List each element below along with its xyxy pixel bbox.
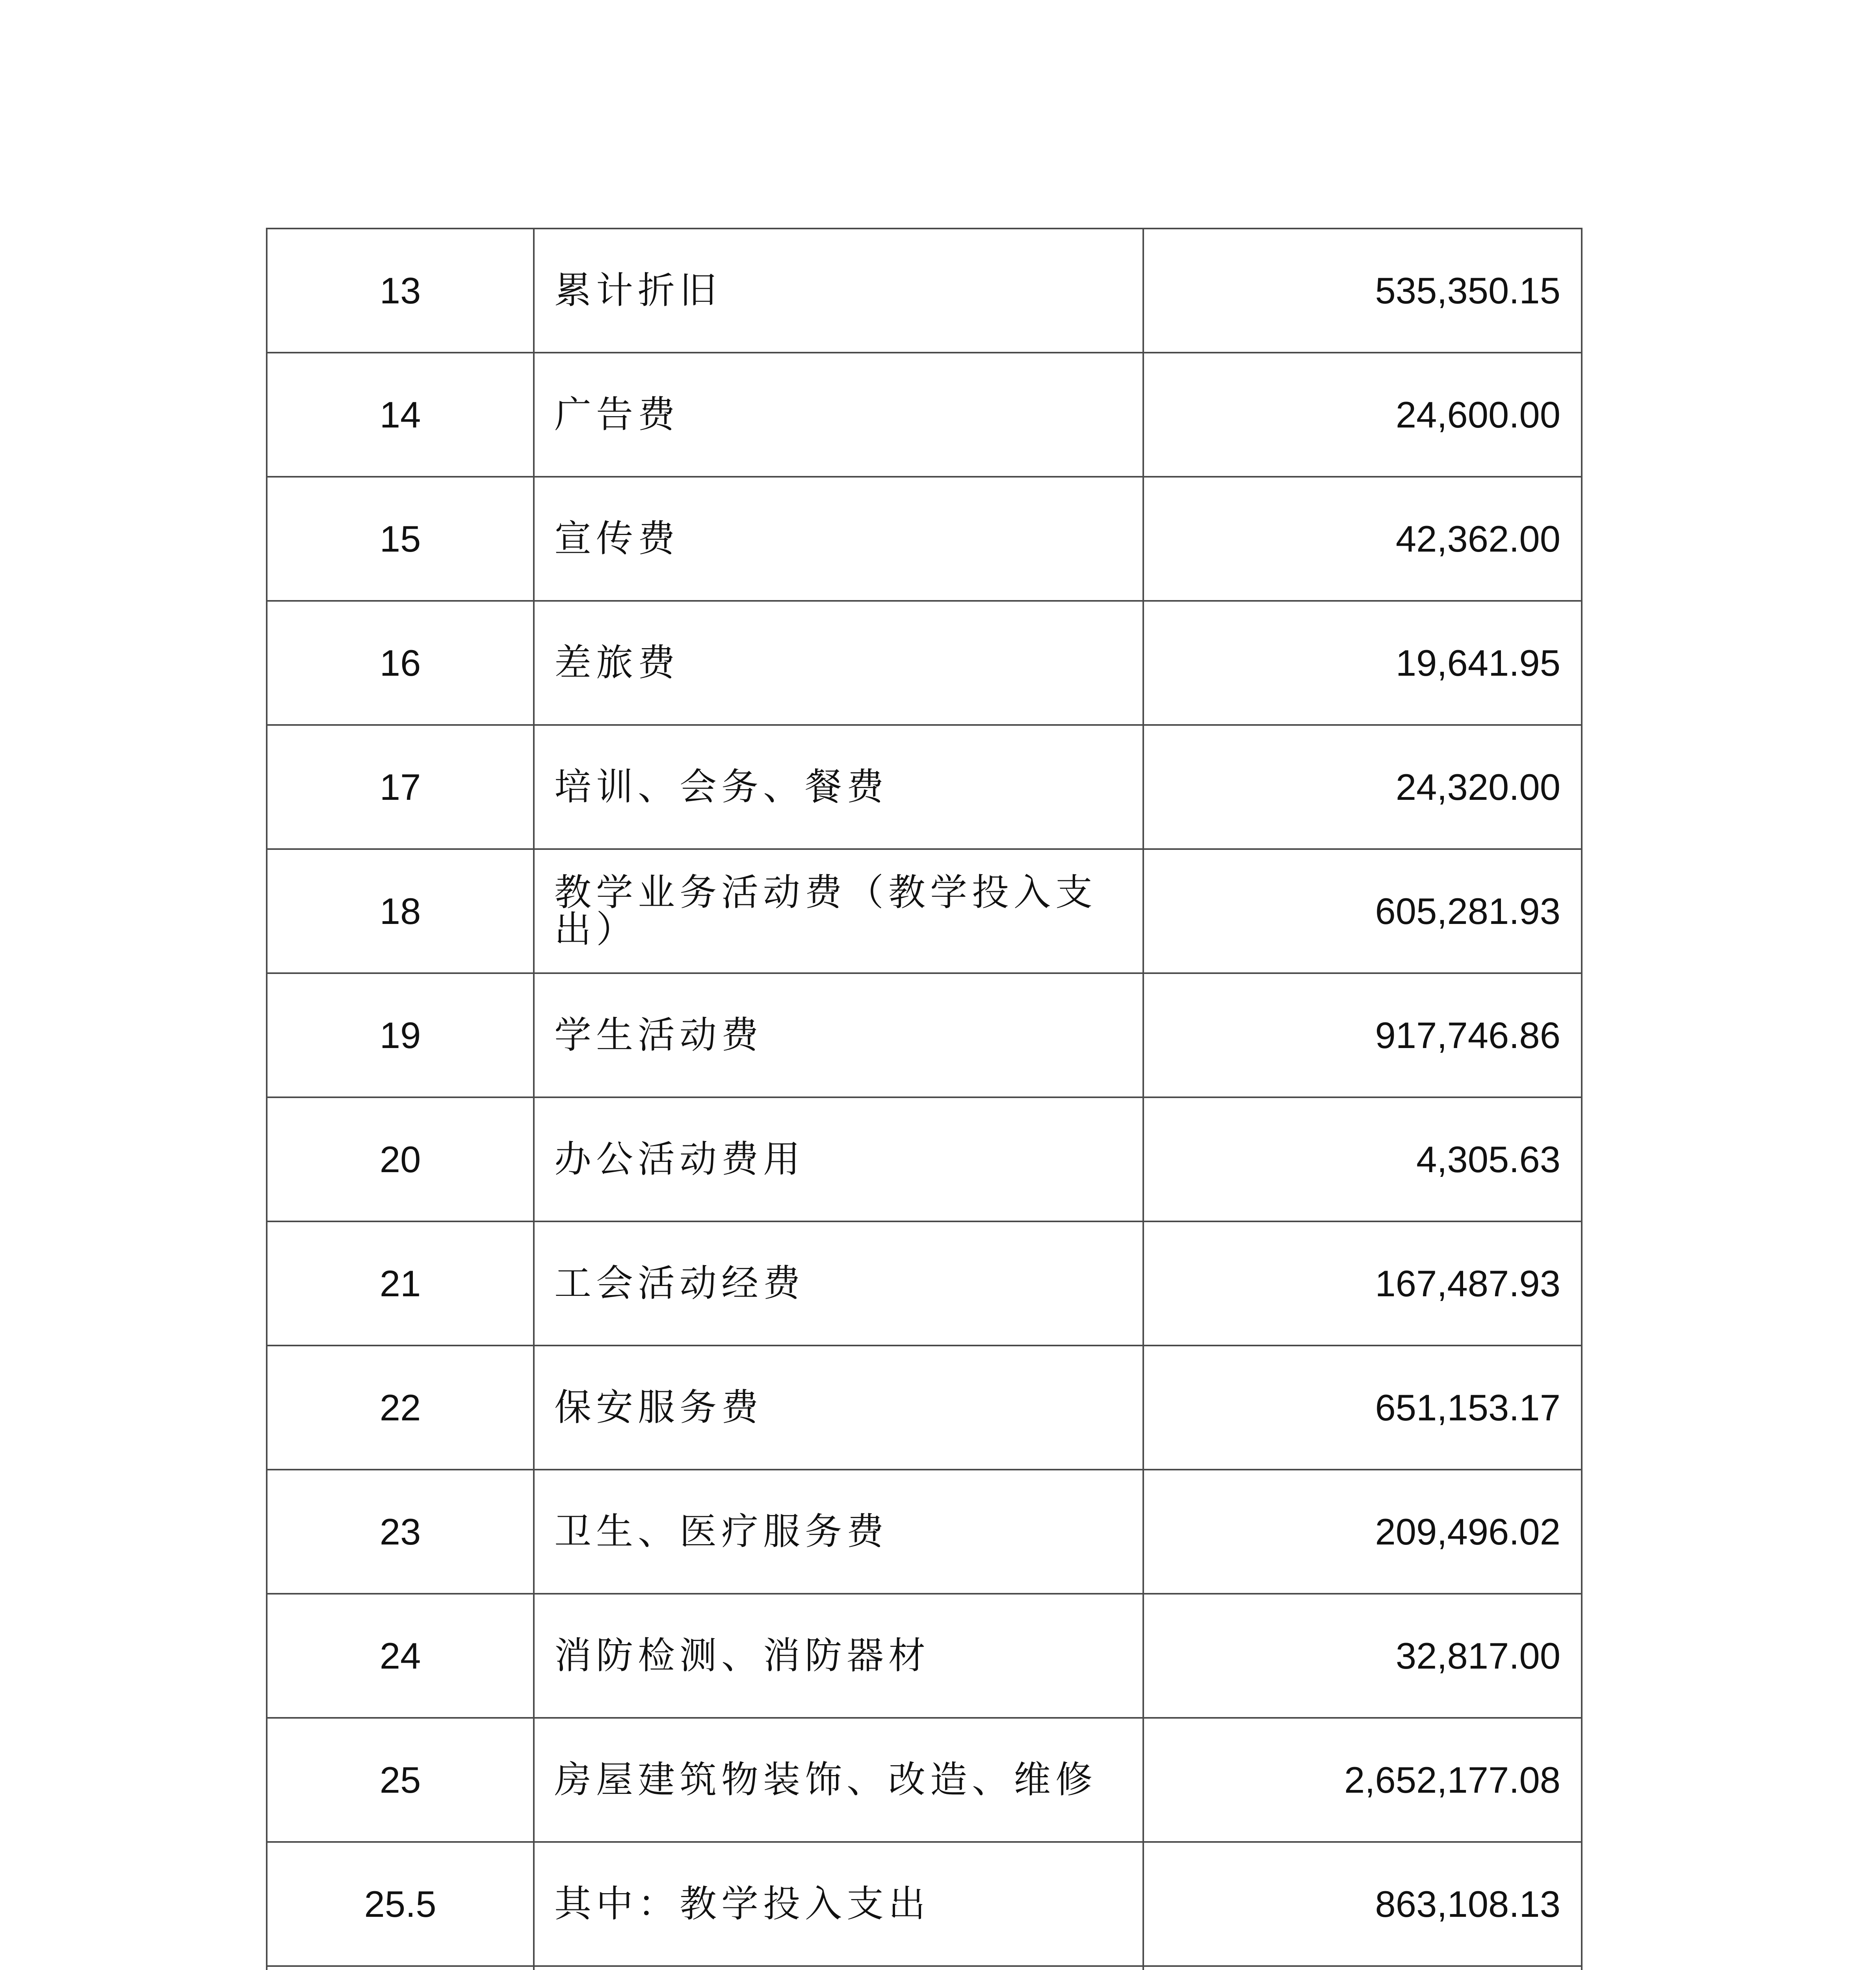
table-row [267, 1842, 1582, 1966]
table-row [267, 849, 1582, 973]
table-row [267, 477, 1582, 601]
row-number-cell: 23 [267, 1470, 534, 1594]
row-number-cell: 13 [267, 229, 534, 353]
table-row [267, 725, 1582, 849]
row-number-cell: 18 [267, 849, 534, 973]
table-row [267, 1966, 1582, 1970]
expense-table [266, 228, 1583, 1970]
table-row [267, 1594, 1582, 1718]
table-row [267, 1221, 1582, 1346]
row-number-cell: 16 [267, 601, 534, 725]
amount-cell: 2,652,177.08 [1143, 1718, 1582, 1842]
row-number-cell [267, 1966, 534, 1970]
expense-item-cell: 办公活动费用 [534, 1097, 1143, 1221]
expense-table-body [267, 229, 1582, 1970]
amount-cell: 167,487.93 [1143, 1221, 1582, 1346]
expense-item-cell: 宣传费 [534, 477, 1143, 601]
amount-cell: 19,641.95 [1143, 601, 1582, 725]
table-row [267, 973, 1582, 1097]
row-number-cell: 20 [267, 1097, 534, 1221]
amount-cell: 605,281.93 [1143, 849, 1582, 973]
table-row [267, 1470, 1582, 1594]
expense-item-cell: 累计折旧 [534, 229, 1143, 353]
amount-cell: 917,746.86 [1143, 973, 1582, 1097]
amount-cell: 209,496.02 [1143, 1470, 1582, 1594]
row-number-cell: 24 [267, 1594, 534, 1718]
amount-cell: 42,362.00 [1143, 477, 1582, 601]
row-number-cell: 25.5 [267, 1842, 534, 1966]
expense-item-cell: 其中：教学投入支出 [534, 1842, 1143, 1966]
amount-cell: 651,153.17 [1143, 1346, 1582, 1470]
row-number-cell: 22 [267, 1346, 534, 1470]
expense-item-cell: 保安服务费 [534, 1346, 1143, 1470]
amount-cell [1143, 1966, 1582, 1970]
expense-item-cell: 消防检测、消防器材 [534, 1594, 1143, 1718]
row-number-cell: 15 [267, 477, 534, 601]
expense-item-cell: 房屋建筑物装饰、改造、维修 [534, 1718, 1143, 1842]
table-row [267, 229, 1582, 353]
table-row [267, 1346, 1582, 1470]
amount-cell: 4,305.63 [1143, 1097, 1582, 1221]
table-row [267, 601, 1582, 725]
expense-item-cell: 工会活动经费 [534, 1221, 1143, 1346]
amount-cell: 32,817.00 [1143, 1594, 1582, 1718]
table-row [267, 1097, 1582, 1221]
row-number-cell: 19 [267, 973, 534, 1097]
row-number-cell: 21 [267, 1221, 534, 1346]
expense-item-cell: 学生活动费 [534, 973, 1143, 1097]
row-number-cell: 14 [267, 353, 534, 477]
expense-item-cell: 教学业务活动费（教学投入支出） [534, 849, 1143, 973]
expense-item-cell: 培训、会务、餐费 [534, 725, 1143, 849]
row-number-cell: 17 [267, 725, 534, 849]
expense-item-cell [534, 1966, 1143, 1970]
amount-cell: 535,350.15 [1143, 229, 1582, 353]
amount-cell: 24,600.00 [1143, 353, 1582, 477]
expense-item-cell: 卫生、医疗服务费 [534, 1470, 1143, 1594]
expense-item-cell: 广告费 [534, 353, 1143, 477]
expense-item-cell: 差旅费 [534, 601, 1143, 725]
table-row [267, 353, 1582, 477]
row-number-cell: 25 [267, 1718, 534, 1842]
amount-cell: 863,108.13 [1143, 1842, 1582, 1966]
amount-cell: 24,320.00 [1143, 725, 1582, 849]
table-row [267, 1718, 1582, 1842]
